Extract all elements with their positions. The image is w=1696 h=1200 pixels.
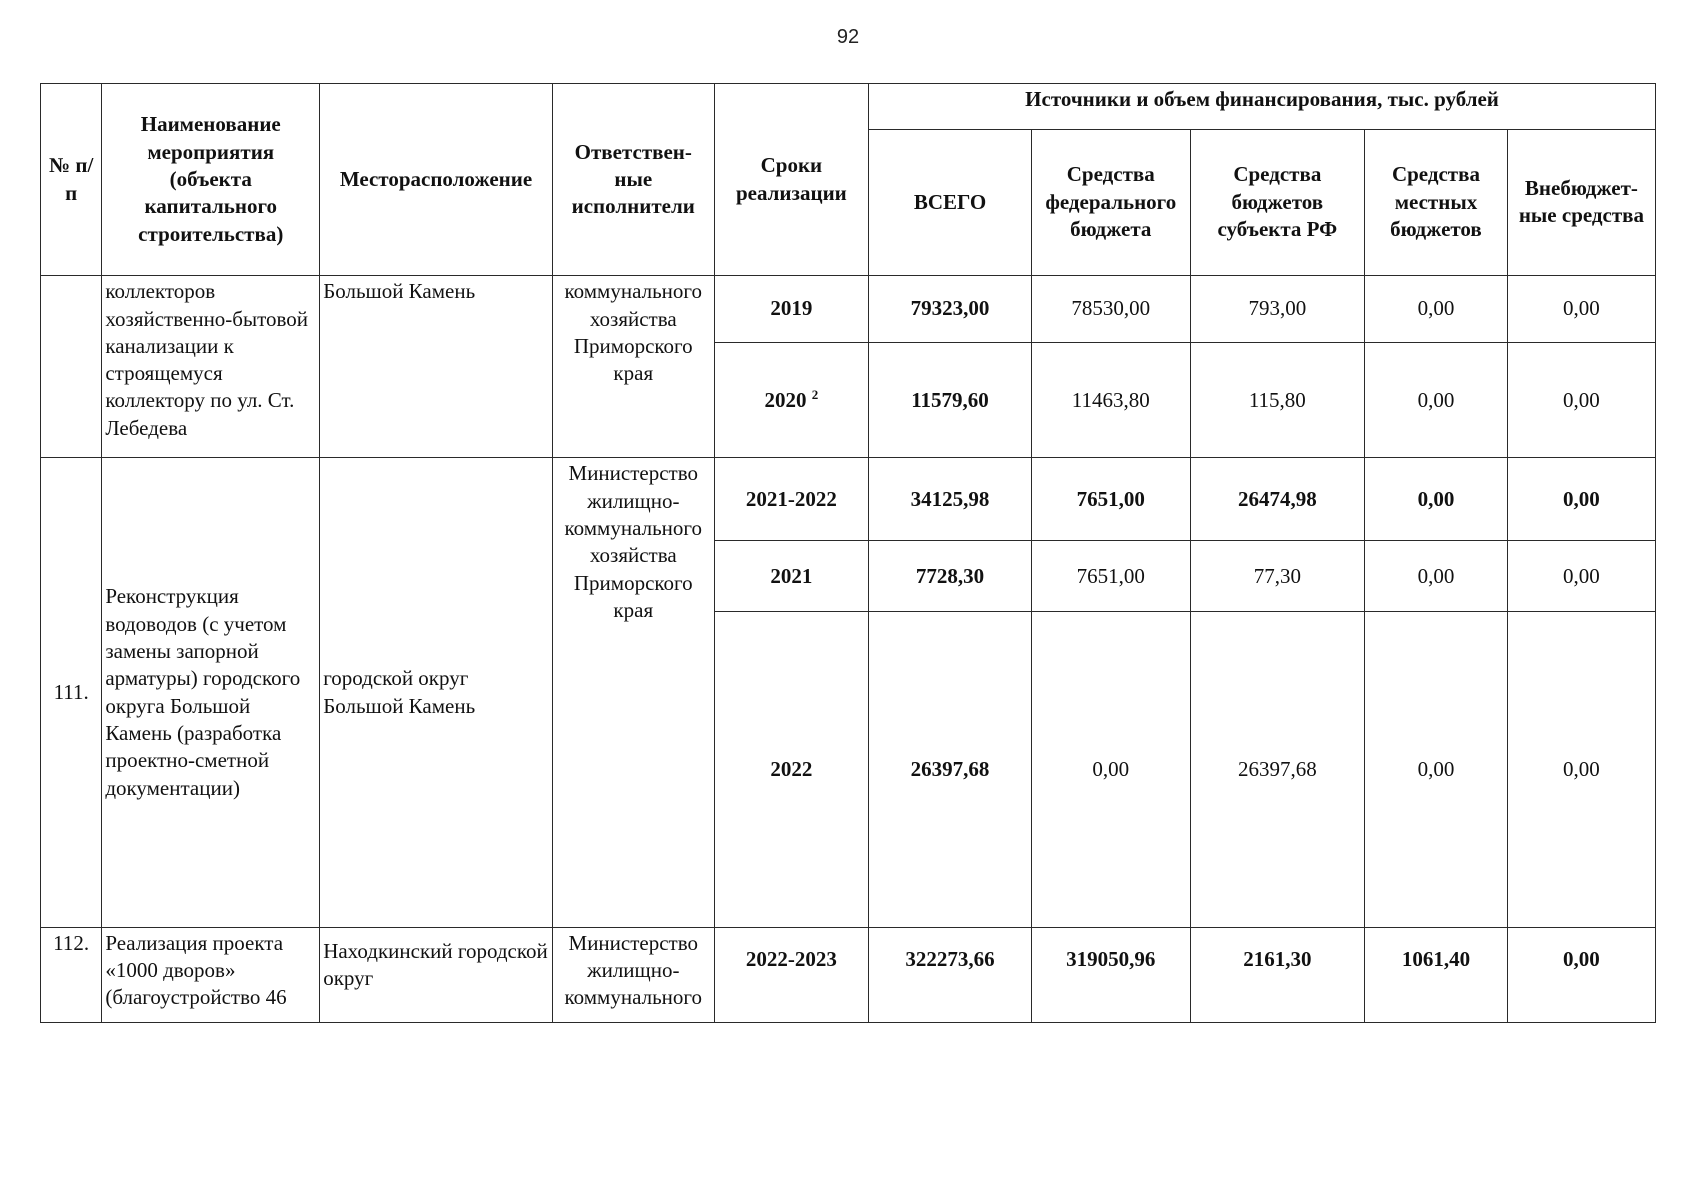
cont-num	[41, 276, 102, 458]
cont-location: Большой Камень	[320, 276, 553, 458]
regional-cell: 2161,30	[1190, 927, 1365, 1022]
total-cell: 11579,60	[869, 343, 1032, 458]
federal-cell: 78530,00	[1031, 276, 1190, 343]
local-cell: 0,00	[1365, 458, 1508, 541]
regional-cell: 77,30	[1190, 541, 1365, 612]
row-number: 112.	[41, 927, 102, 1022]
local-cell: 0,00	[1365, 276, 1508, 343]
local-cell: 1061,40	[1365, 927, 1508, 1022]
extra-cell: 0,00	[1507, 276, 1655, 343]
extra-cell: 0,00	[1507, 343, 1655, 458]
period-cell: 2021	[714, 541, 868, 612]
header-location: Месторасположение	[320, 84, 553, 276]
item-executors: Министерство жилищно-коммунального	[552, 927, 714, 1022]
extra-cell: 0,00	[1507, 927, 1655, 1022]
period-cell	[714, 343, 868, 458]
row-number: 111.	[41, 458, 102, 927]
footnote-mark: 2	[811, 386, 819, 402]
header-funding-group: Источники и объем финансирования, тыс. рублей	[869, 84, 1656, 130]
total-cell: 7728,30	[869, 541, 1032, 612]
total-cell: 322273,66	[869, 927, 1032, 1022]
period-text: 2020	[764, 387, 807, 412]
page-number: 92	[836, 26, 860, 48]
header-executors: Ответствен-ные исполнители	[552, 84, 714, 276]
federal-cell: 7651,00	[1031, 458, 1190, 541]
total-cell: 34125,98	[869, 458, 1032, 541]
item-location: Находкинский городской округ	[320, 927, 553, 1022]
federal-cell: 319050,96	[1031, 927, 1190, 1022]
item-name: Реконструкция водоводов (с учетом замены запорной арматуры) городского округа Большой Камень (разработка проектно-сметной документации)	[102, 458, 320, 927]
local-cell: 0,00	[1365, 541, 1508, 612]
header-extra: Внебюджет-ные средства	[1507, 129, 1655, 276]
federal-cell: 7651,00	[1031, 541, 1190, 612]
cont-executors: коммунального хозяйства Приморского края	[552, 276, 714, 458]
financing-table	[40, 83, 1656, 1023]
federal-cell: 0,00	[1031, 612, 1190, 928]
table-row	[41, 927, 1656, 1022]
header-period: Сроки реализации	[714, 84, 868, 276]
cont-name: коллекторов хозяйственно-бытовой канализации к строящемуся коллектору по ул. Ст. Лебедева	[102, 276, 320, 458]
header-total: ВСЕГО	[869, 129, 1032, 276]
regional-cell: 115,80	[1190, 343, 1365, 458]
item-executors: Министерство жилищно-коммунального хозяйства Приморского края	[552, 458, 714, 927]
regional-cell: 793,00	[1190, 276, 1365, 343]
table-row	[41, 458, 1656, 541]
local-cell: 0,00	[1365, 343, 1508, 458]
header-regional: Средства бюджетов субъекта РФ	[1190, 129, 1365, 276]
period-cell: 2022-2023	[714, 927, 868, 1022]
extra-cell: 0,00	[1507, 541, 1655, 612]
total-cell: 79323,00	[869, 276, 1032, 343]
period-cell: 2021-2022	[714, 458, 868, 541]
header-local: Средства местных бюджетов	[1365, 129, 1508, 276]
period-cell: 2019	[714, 276, 868, 343]
federal-cell: 11463,80	[1031, 343, 1190, 458]
header-name: Наименование мероприятия (объекта капитального строительства)	[102, 84, 320, 276]
extra-cell: 0,00	[1507, 458, 1655, 541]
item-name: Реализация проекта «1000 дворов» (благоустройство 46	[102, 927, 320, 1022]
header-num: № п/п	[41, 84, 102, 276]
total-cell: 26397,68	[869, 612, 1032, 928]
extra-cell: 0,00	[1507, 612, 1655, 928]
table-row	[41, 276, 1656, 343]
regional-cell: 26474,98	[1190, 458, 1365, 541]
period-cell: 2022	[714, 612, 868, 928]
regional-cell: 26397,68	[1190, 612, 1365, 928]
local-cell: 0,00	[1365, 612, 1508, 928]
item-location: городской округ Большой Камень	[320, 458, 553, 927]
header-federal: Средства федерального бюджета	[1031, 129, 1190, 276]
